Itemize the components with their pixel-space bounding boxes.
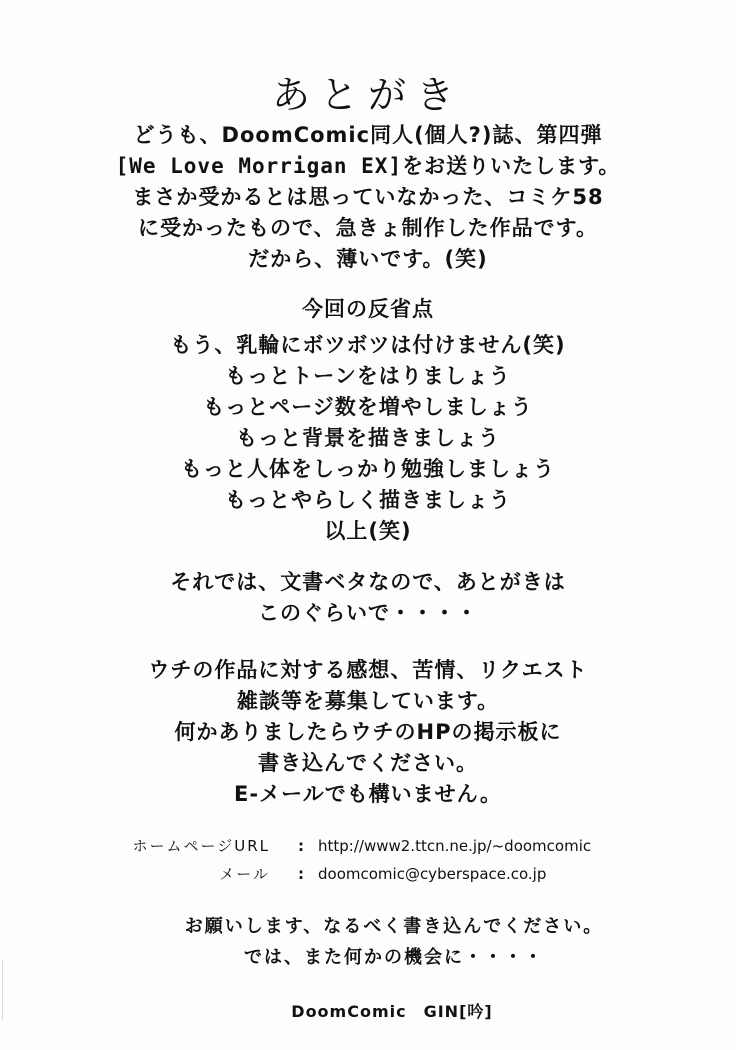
author-signature: DoomComic GIN[吟]: [291, 1002, 493, 1021]
requests-line-4: 書き込んでください。: [258, 751, 478, 775]
farewell-line-1: それでは、文書ベタなので、あとがきは: [170, 570, 566, 594]
mail-row: [0, 862, 736, 886]
requests-line-2: 雑談等を募集しています。: [236, 689, 500, 713]
farewell-line-2: このぐらいで・・・・: [258, 601, 478, 625]
closing-line-1: お願いします、なるべく書き込んでください。: [184, 916, 604, 937]
mail-colon: :: [298, 865, 304, 883]
mail-label: メール: [219, 865, 270, 883]
reflection-item: もっと背景を描きましょう: [236, 426, 500, 450]
page-edge-mark: [2, 960, 17, 1020]
reflection-item: もっとページ数を増やしましょう: [203, 395, 533, 419]
closing-line-2: では、また何かの機会に・・・・: [244, 947, 544, 968]
intro-line-2: [We Love Morrigan EX]をお送りいたします。: [115, 154, 621, 178]
mail-address-link[interactable]: doomcomic@cyberspace.co.jp: [318, 865, 547, 883]
homepage-row: [0, 834, 736, 858]
page-title: あとがき: [271, 73, 464, 117]
intro-line-1: どうも、DoomComic同人(個人?)誌、第四弾: [133, 123, 603, 147]
homepage-url-link[interactable]: http://www2.ttcn.ne.jp/~doomcomic: [318, 837, 592, 855]
intro-line-3: まさか受かるとは思っていなかった、コミケ58: [132, 185, 604, 209]
reflection-item: もっとトーンをはりましょう: [225, 364, 511, 388]
reflection-item: もう、乳輪にボツボツは付けません(笑): [170, 333, 566, 357]
reflection-heading: 今回の反省点: [302, 297, 434, 321]
homepage-label: ホームページURL: [132, 837, 270, 855]
requests-line-3: 何かありましたらウチのHPの掲示板に: [174, 720, 562, 744]
reflection-item: もっとやらしく描きましょう: [225, 488, 511, 512]
requests-line-5: E-メールでも構いません。: [234, 782, 502, 806]
reflection-closing: 以上(笑): [324, 519, 412, 543]
homepage-colon: :: [298, 837, 304, 855]
intro-line-4: に受かったもので、急きょ制作した作品です。: [138, 216, 598, 240]
reflection-item: もっと人体をしっかり勉強しましょう: [181, 457, 555, 481]
intro-line-5: だから、薄いです。(笑): [248, 247, 488, 271]
requests-line-1: ウチの作品に対する感想、苦情、リクエスト: [148, 658, 588, 682]
